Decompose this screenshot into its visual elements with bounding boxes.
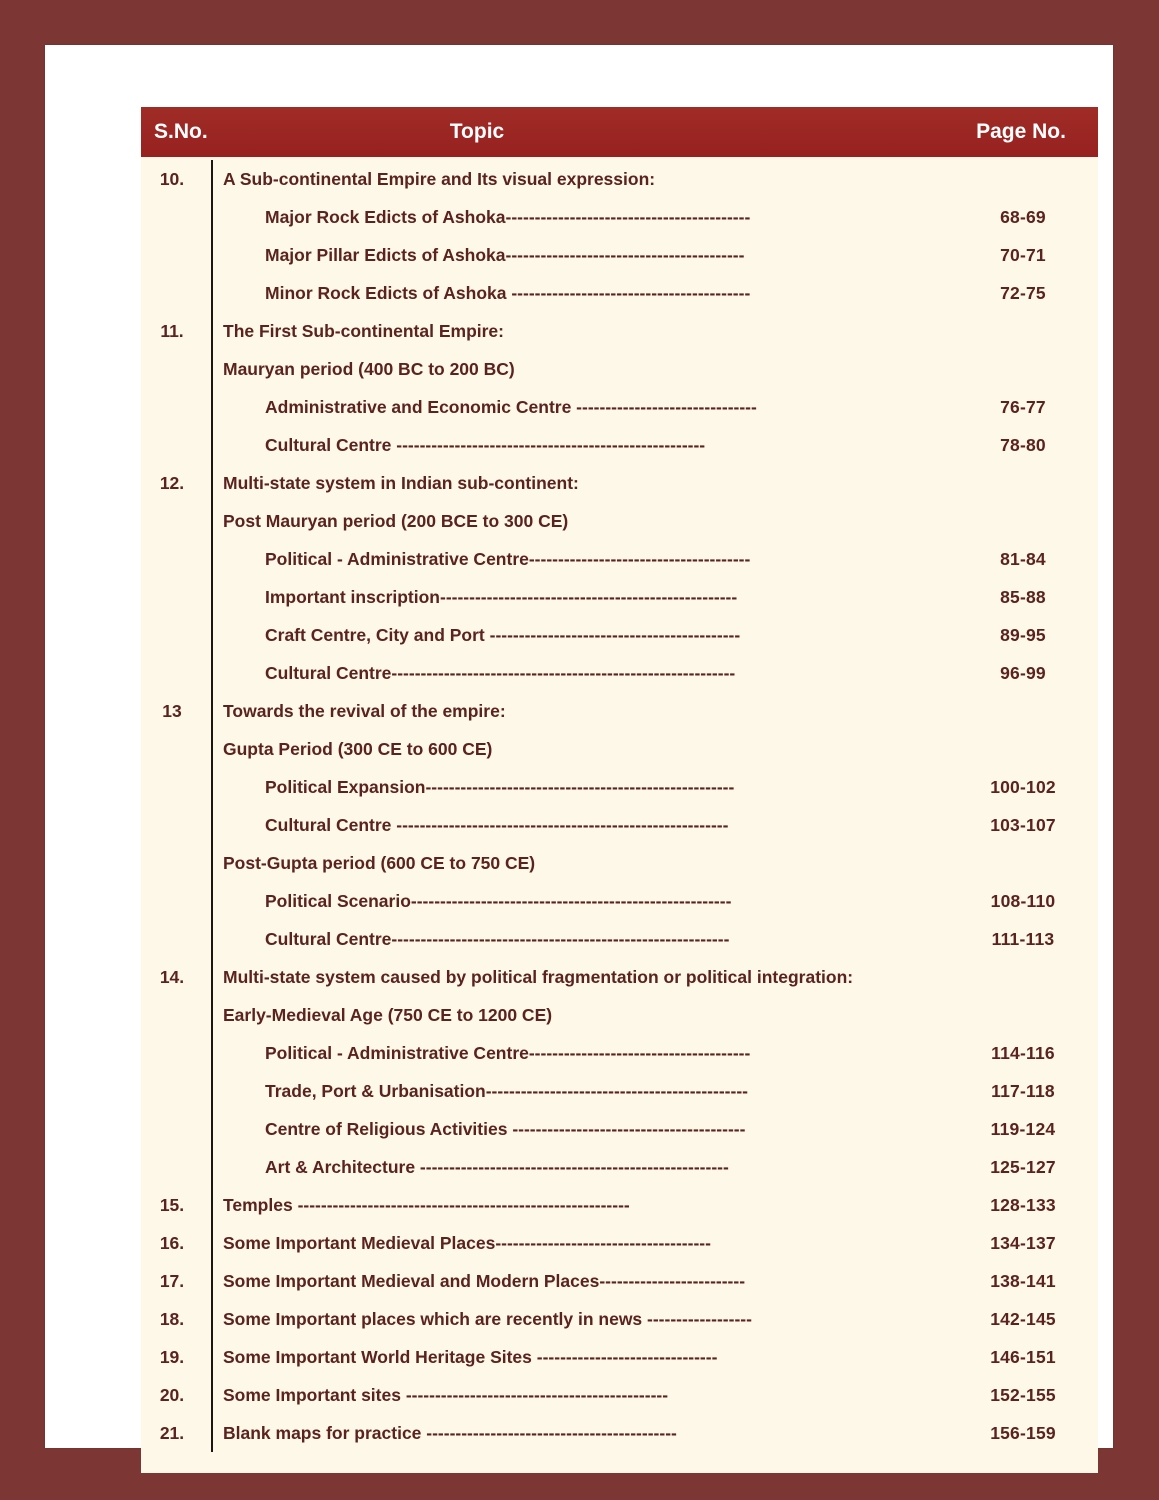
row-page-number: 117-118	[991, 1081, 1055, 1101]
table-body	[141, 160, 1098, 1476]
column-header-sno: S.No.	[154, 120, 208, 143]
row-serial-number: 18.	[159, 1309, 185, 1329]
table-row	[141, 882, 1098, 920]
row-topic-label: Gupta Period (300 CE to 600 CE)	[223, 739, 493, 759]
row-page-number: 96-99	[1000, 663, 1046, 683]
row-subtopic-label: Cultural Centre-----------------------------------------------------------	[265, 663, 736, 683]
row-page-number: 152-155	[990, 1385, 1056, 1405]
row-page-number: 103-107	[990, 815, 1056, 835]
row-subtopic-label: Major Pillar Edicts of Ashoka-----------------------------------------	[265, 245, 745, 265]
table-row	[141, 1148, 1098, 1186]
table-row	[141, 160, 1098, 198]
row-page-number: 111-113	[991, 929, 1055, 949]
column-header-page: Page No.	[976, 120, 1066, 143]
row-subtopic-label: Trade, Port & Urbanisation---------------------------------------------	[265, 1081, 748, 1101]
row-subtopic-label: Minor Rock Edicts of Ashoka -----------------------------------------	[265, 283, 751, 303]
column-header-topic: Topic	[449, 120, 505, 143]
row-topic-label: Some Important World Heritage Sites -------------------------------	[223, 1347, 718, 1367]
row-topic-label: Some Important Medieval and Modern Places-------------------------	[223, 1271, 746, 1291]
row-topic-label: Temples ---------------------------------------------------------	[223, 1195, 630, 1215]
row-topic-label: Towards the revival of the empire:	[223, 701, 506, 721]
row-subtopic-label: Centre of Religious Activities ----------------------------------------	[265, 1119, 746, 1139]
row-serial-number: 11.	[160, 321, 184, 341]
table-row	[141, 996, 1098, 1034]
table-row	[141, 920, 1098, 958]
row-topic-label: The First Sub-continental Empire:	[223, 321, 504, 341]
table-row	[141, 806, 1098, 844]
table-row	[141, 1300, 1098, 1338]
row-page-number: 142-145	[990, 1309, 1056, 1329]
table-row	[141, 1034, 1098, 1072]
row-subtopic-label: Political Scenario-------------------------------------------------------	[265, 891, 732, 911]
row-subtopic-label: Political Expansion-----------------------------------------------------	[265, 777, 735, 797]
row-page-number: 134-137	[990, 1233, 1056, 1253]
table-row	[141, 426, 1098, 464]
row-topic-label: Early-Medieval Age (750 CE to 1200 CE)	[223, 1005, 553, 1025]
row-page-number: 81-84	[1000, 549, 1046, 569]
row-topic-label: Multi-state system in Indian sub-continent:	[223, 473, 579, 493]
table-row	[141, 1262, 1098, 1300]
row-subtopic-label: Administrative and Economic Centre -------------------------------	[265, 397, 757, 417]
row-topic-label: Post-Gupta period (600 CE to 750 CE)	[223, 853, 536, 873]
table-row	[141, 1072, 1098, 1110]
row-subtopic-label: Political - Administrative Centre--------------------------------------	[265, 549, 751, 569]
row-page-number: 128-133	[990, 1195, 1056, 1215]
table-row	[141, 464, 1098, 502]
page-card	[45, 45, 1113, 1448]
table-row	[141, 1224, 1098, 1262]
table-header-row	[141, 107, 1098, 157]
row-serial-number: 12.	[159, 473, 185, 493]
row-page-number: 70-71	[1000, 245, 1046, 265]
row-subtopic-label: Cultural Centre----------------------------------------------------------	[265, 929, 730, 949]
row-page-number: 125-127	[990, 1157, 1056, 1177]
table-row	[141, 768, 1098, 806]
table-row	[141, 502, 1098, 540]
row-topic-label: Mauryan period (400 BC to 200 BC)	[223, 359, 515, 379]
row-serial-number: 20.	[159, 1385, 185, 1405]
table-row	[141, 198, 1098, 236]
row-topic-label: Some Important places which are recently in news ------------------	[223, 1309, 752, 1329]
row-topic-label: Multi-state system caused by political fragmentation or political integration:	[223, 967, 854, 987]
row-page-number: 72-75	[1000, 283, 1046, 303]
table-row	[141, 1338, 1098, 1376]
table-row	[141, 844, 1098, 882]
row-serial-number: 10.	[159, 169, 185, 189]
table-row	[141, 1186, 1098, 1224]
row-page-number: 85-88	[1000, 587, 1046, 607]
row-page-number: 108-110	[990, 891, 1056, 911]
row-page-number: 138-141	[990, 1271, 1056, 1291]
row-serial-number: 17.	[159, 1271, 185, 1291]
row-serial-number: 14.	[159, 967, 185, 987]
table-row	[141, 578, 1098, 616]
row-subtopic-label: Political - Administrative Centre--------------------------------------	[265, 1043, 751, 1063]
table-row	[141, 616, 1098, 654]
row-subtopic-label: Art & Architecture -----------------------------------------------------	[265, 1157, 729, 1177]
row-page-number: 89-95	[1000, 625, 1046, 645]
table-row	[141, 388, 1098, 426]
row-topic-label: Post Mauryan period (200 BCE to 300 CE)	[223, 511, 569, 531]
table-row	[141, 730, 1098, 768]
row-subtopic-label: Cultural Centre ---------------------------------------------------------	[265, 815, 729, 835]
table-row	[141, 540, 1098, 578]
row-topic-label: Blank maps for practice -------------------------------------------	[223, 1423, 677, 1443]
table-row	[141, 958, 1098, 996]
row-topic-label: Some Important sites ---------------------------------------------	[223, 1385, 669, 1405]
row-subtopic-label: Important inscription---------------------------------------------------	[265, 587, 738, 607]
row-serial-number: 16.	[159, 1233, 185, 1253]
row-subtopic-label: Major Rock Edicts of Ashoka------------------------------------------	[265, 207, 751, 227]
row-page-number: 146-151	[990, 1347, 1056, 1367]
row-serial-number: 15.	[159, 1195, 185, 1215]
table-rows-host	[141, 160, 1098, 1452]
table-row	[141, 312, 1098, 350]
row-page-number: 76-77	[1000, 397, 1046, 417]
row-topic-label: Some Important Medieval Places-------------------------------------	[223, 1233, 711, 1253]
table-row	[141, 654, 1098, 692]
row-page-number: 68-69	[1000, 207, 1046, 227]
row-topic-label: A Sub-continental Empire and Its visual expression:	[223, 169, 656, 189]
row-serial-number: 21.	[159, 1423, 185, 1443]
row-subtopic-label: Craft Centre, City and Port -------------------------------------------	[265, 625, 741, 645]
row-serial-number: 13	[162, 701, 182, 721]
table-row	[141, 1110, 1098, 1148]
row-page-number: 100-102	[990, 777, 1056, 797]
table-row	[141, 1414, 1098, 1452]
row-subtopic-label: Cultural Centre -----------------------------------------------------	[265, 435, 706, 455]
row-page-number: 156-159	[990, 1423, 1056, 1443]
row-serial-number: 19.	[159, 1347, 185, 1367]
table-row	[141, 692, 1098, 730]
row-page-number: 78-80	[1000, 435, 1046, 455]
table-row	[141, 236, 1098, 274]
table-row	[141, 274, 1098, 312]
table-row	[141, 1376, 1098, 1414]
row-page-number: 114-116	[991, 1043, 1055, 1063]
table-row	[141, 350, 1098, 388]
row-page-number: 119-124	[990, 1119, 1056, 1139]
table-of-contents	[141, 107, 1098, 1473]
